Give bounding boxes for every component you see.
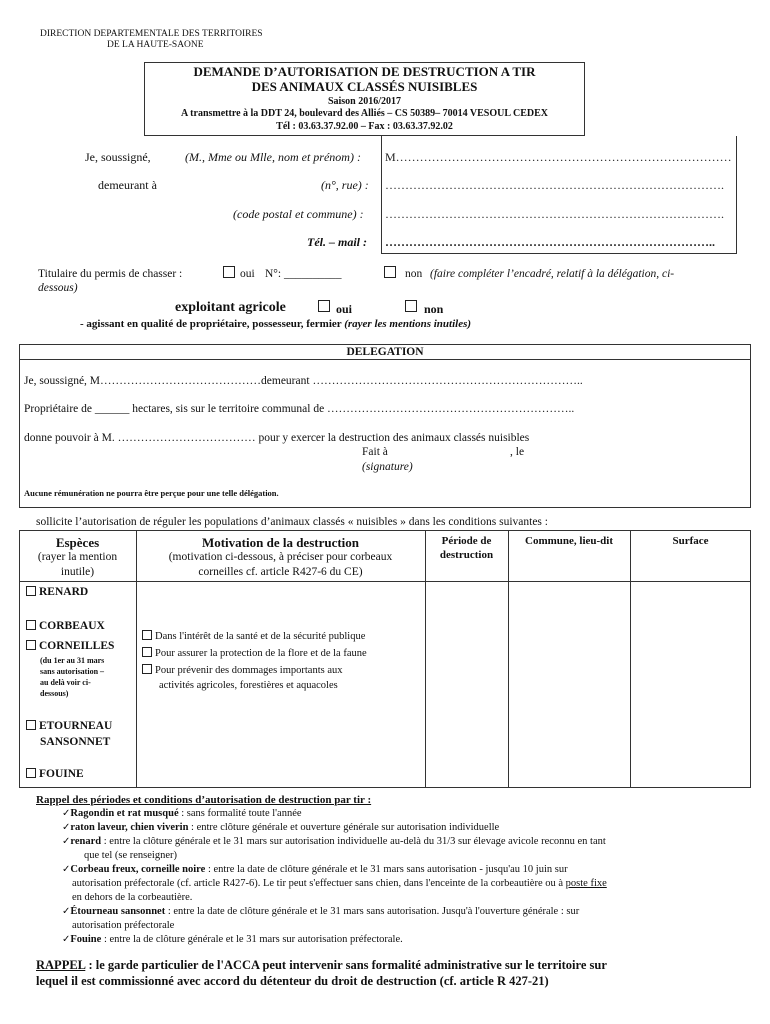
species-corneilles[interactable] [26, 640, 114, 652]
farmer-label: exploitant agricole [175, 300, 286, 315]
name-hint: (M., Mme ou Mlle, nom et prénom) : [185, 150, 361, 164]
org-line-1: DIRECTION DEPARTEMENTALE DES TERRITOIRES [40, 29, 263, 39]
renard-label: RENARD [39, 586, 89, 598]
motivation-3[interactable] [142, 664, 343, 676]
col-periode-1: Période de [441, 535, 492, 547]
form-title-1: DEMANDE D’AUTORISATION DE DESTRUCTION A TIR [193, 64, 536, 79]
motivation-2-label: Pour assurer la protection de la flore et de la faune [155, 648, 367, 659]
renard-checkbox[interactable] [26, 586, 36, 596]
demeurant-label: demeurant à [98, 178, 157, 192]
rappel-item-4-line-3: en dehors de la corbeautière. [72, 892, 193, 903]
final-rappel-line-2: lequel il est commissionné avec accord du détenteur du droit de destruction (cf. article R 427-21) [36, 974, 549, 988]
motivation-1-checkbox[interactable] [142, 630, 152, 640]
tel-mail-field[interactable]: ……………………………………………………………………….. [385, 235, 715, 249]
delegation-heading-rule [19, 359, 751, 360]
col-motivation-sub-2: corneilles cf. article R427-6 du CE) [198, 566, 363, 578]
motivation-3-line-2: activités agricoles, forestières et aquacoles [159, 680, 338, 691]
checkmark-icon: ✓ [62, 808, 71, 819]
postal-hint: (code postal et commune) : [233, 207, 364, 221]
r2-text: : entre clôture générale et ouverture générale sur autorisation individuelle [188, 822, 500, 833]
delegation-notice: Aucune rémunération ne pourra être perçue pour une telle délégation. [24, 488, 279, 498]
motivation-2[interactable] [142, 647, 367, 659]
form-title-2: DES ANIMAUX CLASSÉS NUISIBLES [251, 79, 478, 94]
col-especes-sub-1: (rayer la mention [37, 551, 118, 563]
rappel-periodes-title: Rappel des périodes et conditions d’autorisation de destruction par tir : [36, 794, 372, 806]
checkmark-icon: ✓ [62, 934, 71, 945]
corneilles-label: CORNEILLES [39, 640, 115, 652]
col-motivation: Motivation de la destruction [201, 535, 360, 550]
je-soussigne: Je, soussigné, [85, 150, 151, 164]
species-renard[interactable] [26, 586, 88, 598]
rappel-item-5 [62, 906, 579, 917]
r5-text: : entre la date de clôture générale et le 31 mars sans autorisation. Jusqu'à l'ouverture générale : sur [165, 906, 580, 917]
permit-non-checkbox[interactable] [384, 266, 396, 278]
fouine-checkbox[interactable] [26, 768, 36, 778]
species-corbeaux[interactable] [26, 620, 105, 632]
permit-oui-label: oui [240, 268, 255, 280]
rappel-item-4-line-2 [72, 878, 607, 889]
permit-non-label: non [405, 268, 423, 280]
checkmark-icon: ✓ [62, 836, 71, 847]
season: Saison 2016/2017 [327, 96, 402, 107]
fouine-label: FOUINE [39, 768, 84, 780]
rappel-item-2 [62, 822, 499, 833]
r2-bold: raton laveur, chien viverin [70, 822, 189, 833]
rappel-item-5-line-2: autorisation préfectorale [72, 920, 175, 931]
fait-le[interactable]: , le [510, 446, 525, 458]
postal-field[interactable]: …………………………………………………………………………. [385, 207, 724, 221]
delegation-box [19, 344, 751, 508]
agissant-main: - agissant en qualité de propriétaire, possesseur, fermier [80, 318, 342, 330]
name-field[interactable]: M………………………………………………………………………… [385, 150, 732, 164]
signature-label: (signature) [362, 461, 413, 473]
r4b-text: autorisation préfectorale (cf. article R427-6). Le tir peut s'effectuer sans chien, dans l'enceinte de la corbeautière ou à [72, 878, 564, 889]
motivation-1-label: Dans l'intérêt de la santé et de la sécurité publique [155, 631, 366, 642]
col-surface: Surface [672, 535, 709, 547]
corneilles-note-3: au delà voir ci- [40, 678, 91, 687]
checkmark-icon: ✓ [62, 822, 71, 833]
etourneau-label: ETOURNEAU [39, 720, 113, 732]
col-motivation-sub-1: (motivation ci-dessous, à préciser pour corbeaux [168, 551, 393, 563]
corbeaux-label: CORBEAUX [39, 620, 105, 632]
motivation-1[interactable] [142, 630, 365, 642]
r4-text: : entre la date de clôture générale et le 31 mars sans autorisation - jusqu'au 10 juin sur [205, 864, 568, 875]
table-header-rule [19, 581, 751, 582]
r1-text: : sans formalité toute l'année [178, 808, 302, 819]
corneilles-note-2: sans autorisation – [40, 667, 105, 676]
r3-bold: renard [70, 836, 102, 847]
solicit-text: sollicite l’autorisation de réguler les populations d’animaux classés « nuisibles » dans les conditions suivantes : [36, 516, 548, 528]
checkmark-icon: ✓ [62, 864, 71, 875]
r4-bold: Corbeau freux, corneille noire [70, 864, 206, 875]
permit-oui-checkbox[interactable] [223, 266, 235, 278]
rappel-word: RAPPEL [36, 958, 86, 972]
delegation-line-3[interactable]: donne pouvoir à M. ……………………………… pour y exercer la destruction des animaux classés nuisibles [24, 432, 530, 444]
tel-mail-label: Tél. – mail : [307, 235, 367, 249]
corneilles-note-4: dessous) [40, 689, 69, 698]
rappel-item-3-line-2: que tel (se renseigner) [84, 850, 177, 861]
corbeaux-checkbox[interactable] [26, 620, 36, 630]
checkmark-icon: ✓ [62, 906, 71, 917]
rappel-item-1 [62, 808, 302, 819]
delegation-line-2[interactable]: Propriétaire de ______ hectares, sis sur le territoire communal de ……………………………………………………….. [24, 403, 575, 415]
final-rappel-line-1 [36, 958, 607, 973]
street-field[interactable]: …………………………………………………………………………. [385, 178, 724, 192]
farmer-oui-checkbox[interactable] [318, 300, 330, 312]
rappel-item-4 [62, 864, 568, 875]
rappel-item-3 [62, 836, 606, 847]
corneilles-checkbox[interactable] [26, 640, 36, 650]
address: A transmettre à la DDT 24, boulevard des Alliés – CS 50389– 70014 VESOUL CEDEX [181, 108, 548, 119]
r4b-underlined: poste fixe [565, 878, 607, 889]
farmer-non-label: non [424, 302, 444, 316]
r1-bold: Ragondin et rat musqué [70, 808, 179, 819]
etourneau-label-2: SANSONNET [40, 736, 111, 748]
delegation-heading: DELEGATION [346, 346, 424, 358]
delegation-line-1[interactable]: Je, soussigné, M……………………………………demeurant …………………………………………………………….. [24, 375, 583, 387]
farmer-oui-label: oui [336, 302, 353, 316]
col-divider-4 [630, 530, 631, 788]
agissant-text [80, 318, 471, 330]
motivation-2-checkbox[interactable] [142, 647, 152, 657]
col-divider-2 [425, 530, 426, 788]
col-periode-2: destruction [439, 549, 494, 561]
r5-bold: Étourneau sansonnet [70, 906, 166, 917]
r6-text: : entre la de clôture générale et le 31 mars sur autorisation préfectorale. [101, 934, 403, 945]
col-divider-3 [508, 530, 509, 788]
street-hint: (n°, rue) : [321, 178, 369, 192]
r3-text: : entre la clôture générale et le 31 mars sur autorisation individuelle au-delà du 31/3 sur élevage avicole reconnu en tant [101, 836, 606, 847]
phone-fax: Tél : 03.63.37.92.00 – Fax : 03.63.37.92.02 [276, 121, 453, 132]
r6-bold: Fouine [70, 934, 102, 945]
col-especes: Espèces [55, 535, 100, 550]
fait-a[interactable]: Fait à [362, 446, 388, 458]
etourneau-checkbox[interactable] [26, 720, 36, 730]
permit-label: Titulaire du permis de chasser : [38, 268, 183, 280]
col-especes-sub-2: inutile) [60, 566, 95, 578]
permit-number[interactable]: N°: __________ [265, 268, 342, 280]
col-commune: Commune, lieu-dit [525, 535, 613, 547]
agissant-note: (rayer les mentions inutiles) [344, 318, 472, 330]
motivation-3-label: Pour prévenir des dommages importants aux [155, 665, 343, 676]
permit-non-note-2: dessous) [38, 282, 78, 294]
org-line-2: DE LA HAUTE-SAONE [107, 40, 204, 50]
motivation-3-checkbox[interactable] [142, 664, 152, 674]
corneilles-note-1: (du 1er au 31 mars [40, 656, 105, 665]
permit-non-note: (faire compléter l’encadré, relatif à la délégation, ci- [430, 268, 675, 280]
species-etourneau[interactable] [26, 720, 112, 732]
farmer-non-checkbox[interactable] [405, 300, 417, 312]
species-fouine[interactable] [26, 768, 84, 780]
final-text-1: : le garde particulier de l'ACCA peut intervenir sans formalité administrative sur le territoire sur [85, 958, 607, 972]
rappel-item-6 [62, 934, 403, 945]
